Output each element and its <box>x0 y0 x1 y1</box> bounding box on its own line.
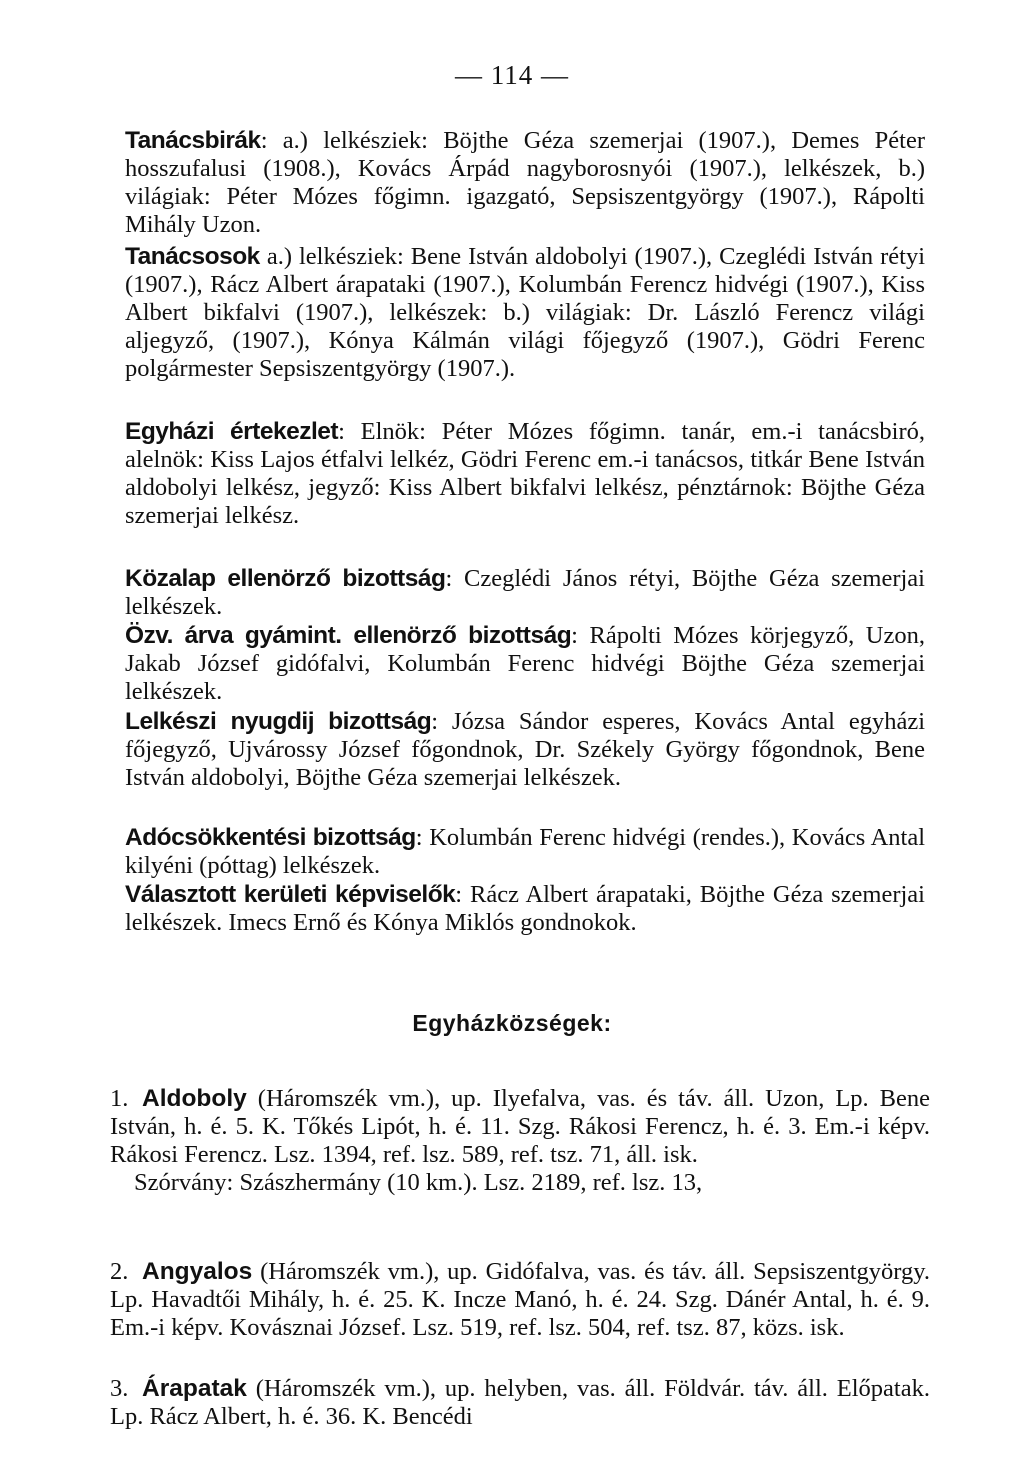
entry-extra: Szórvány: Szászhermány (10 km.). Lsz. 2189, ref. lsz. 13, <box>134 1169 703 1196</box>
block-text: : Rápolti Mózes körjegyző, Uzon, Jakab József gidófalvi, Kolumbán Ferenc hidvégi Böjthe Géza szemerjai lelkészek. <box>125 622 926 705</box>
block-kepviselok <box>125 881 925 937</box>
block-heading: Lelkészi nyugdij bizottság <box>125 708 432 735</box>
block-kozalap <box>125 565 925 621</box>
block-text: : Elnök: Péter Mózes főgimn. tanár, em.-i tanácsbiró, alelnök: Kiss Lajos étfalvi lelkéz, Gödri Ferenc em.-i tanácsos, titkár Bene István aldobolyi lelkész, jegyző: Kiss Albert bikfalvi lelkész, pénztárnok: Böjthe Géza szemerjai lelkész. <box>125 418 925 529</box>
block-heading: Özv. árva gyámint. ellenörző bizottság <box>125 622 572 649</box>
entry-text: (Háromszék vm.), up. Ilyefalva, vas. és táv. áll. Uzon, Lp. Bene István, h. é. 5. K. Tőkés Lipót, h. é. 11. Szg. Rákosi Ferencz, h. é. 3. Em.-i képv. Rákosi Ferencz. Lsz. 1394, ref. lsz. 589, ref. tsz. 71, áll. isk. <box>110 1085 930 1168</box>
block-text: : Józsa Sándor esperes, Kovács Antal egyházi főjegyző, Ujvárossy József főgondnok, Dr. Székely György főgondnok, Bene István aldobolyi, Böjthe Géza szemerjai lelkészek. <box>125 708 925 791</box>
entry-number: 1. <box>110 1085 129 1112</box>
entry-angyalos <box>110 1258 930 1342</box>
entry-place: Angyalos <box>142 1258 253 1285</box>
entry-number: 2. <box>110 1258 129 1285</box>
entry-aldoboly <box>110 1085 930 1197</box>
block-nyugdij <box>125 708 925 792</box>
block-egyhazi-ertekezlet <box>125 418 925 530</box>
entry-text: (Háromszék vm.), up. Gidófalva, vas. és táv. áll. Sepsiszentgyörgy. Lp. Havadtői Mihály, h. é. 25. K. Incze Manó, h. é. 24. Szg. Dánér Antal, h. é. 9. Em.-i képv. Kovásznai József. Lsz. 519, ref. lsz. 504, ref. tsz. 87, közs. isk. <box>110 1258 930 1341</box>
entry-arapatak <box>110 1375 930 1431</box>
block-heading: Közalap ellenörző bizottság <box>125 565 446 592</box>
block-text: : Kolumbán Ferenc hidvégi (rendes.), Kovács Antal kilyéni (póttag) lelkészek. <box>125 824 926 879</box>
block-heading: Tanácsosok <box>125 243 260 270</box>
block-text: : Rácz Albert árapataki, Böjthe Géza szemerjai lelkészek. Imecs Ernő és Kónya Miklós gondnokok. <box>125 881 925 936</box>
entry-text: (Háromszék vm.), up. helyben, vas. áll. Földvár. táv. áll. Előpatak. Lp. Rácz Albert, h. é. 36. K. Bencédi <box>110 1375 930 1430</box>
entry-number: 3. <box>110 1375 129 1402</box>
block-heading: Egyházi értekezlet <box>125 418 339 445</box>
block-tanacsosok <box>125 243 925 383</box>
block-heading: Adócsökkentési bizottság <box>125 824 416 851</box>
block-adocsokkentes <box>125 824 925 880</box>
block-ozv-arva <box>125 622 925 706</box>
block-text: : Czeglédi János rétyi, Böjthe Géza szemerjai lelkészek. <box>125 565 925 620</box>
block-text: : a.) lelkésziek: Böjthe Géza szemerjai (1907.), Demes Péter hosszufalusi (1908.), Kovács Árpád nagyborosnyói (1907.), lelkészek, b.) világiak: Péter Mózes főgimn. igazgató, Sepsiszentgyörgy (1907.), Rápolti Mihály Uzon. <box>125 127 925 238</box>
entry-place: Árapatak <box>142 1375 247 1402</box>
block-text: a.) lelkésziek: Bene István aldobolyi (1907.), Czeglédi István rétyi (1907.), Rácz Albert árapataki (1907.), Kolumbán Ferencz hidvégi (1907.), Kiss Albert bikfalvi (1907.), lelkészek: b.) világiak: Dr. László Ferencz világi aljegyző, (1907.), Kónya Kálmán világi főjegyző (1907.), Gödri Ferenc polgármester Sepsiszentgyörgy (1907.). <box>125 243 925 382</box>
block-heading: Tanácsbirák <box>125 127 261 154</box>
section-title: Egyházközségek: <box>412 1010 612 1036</box>
page-number: — 114 — <box>455 60 569 90</box>
block-tanacsbirak <box>125 127 925 239</box>
block-heading: Választott kerületi képviselők <box>125 881 456 908</box>
entry-place: Aldoboly <box>142 1085 247 1112</box>
